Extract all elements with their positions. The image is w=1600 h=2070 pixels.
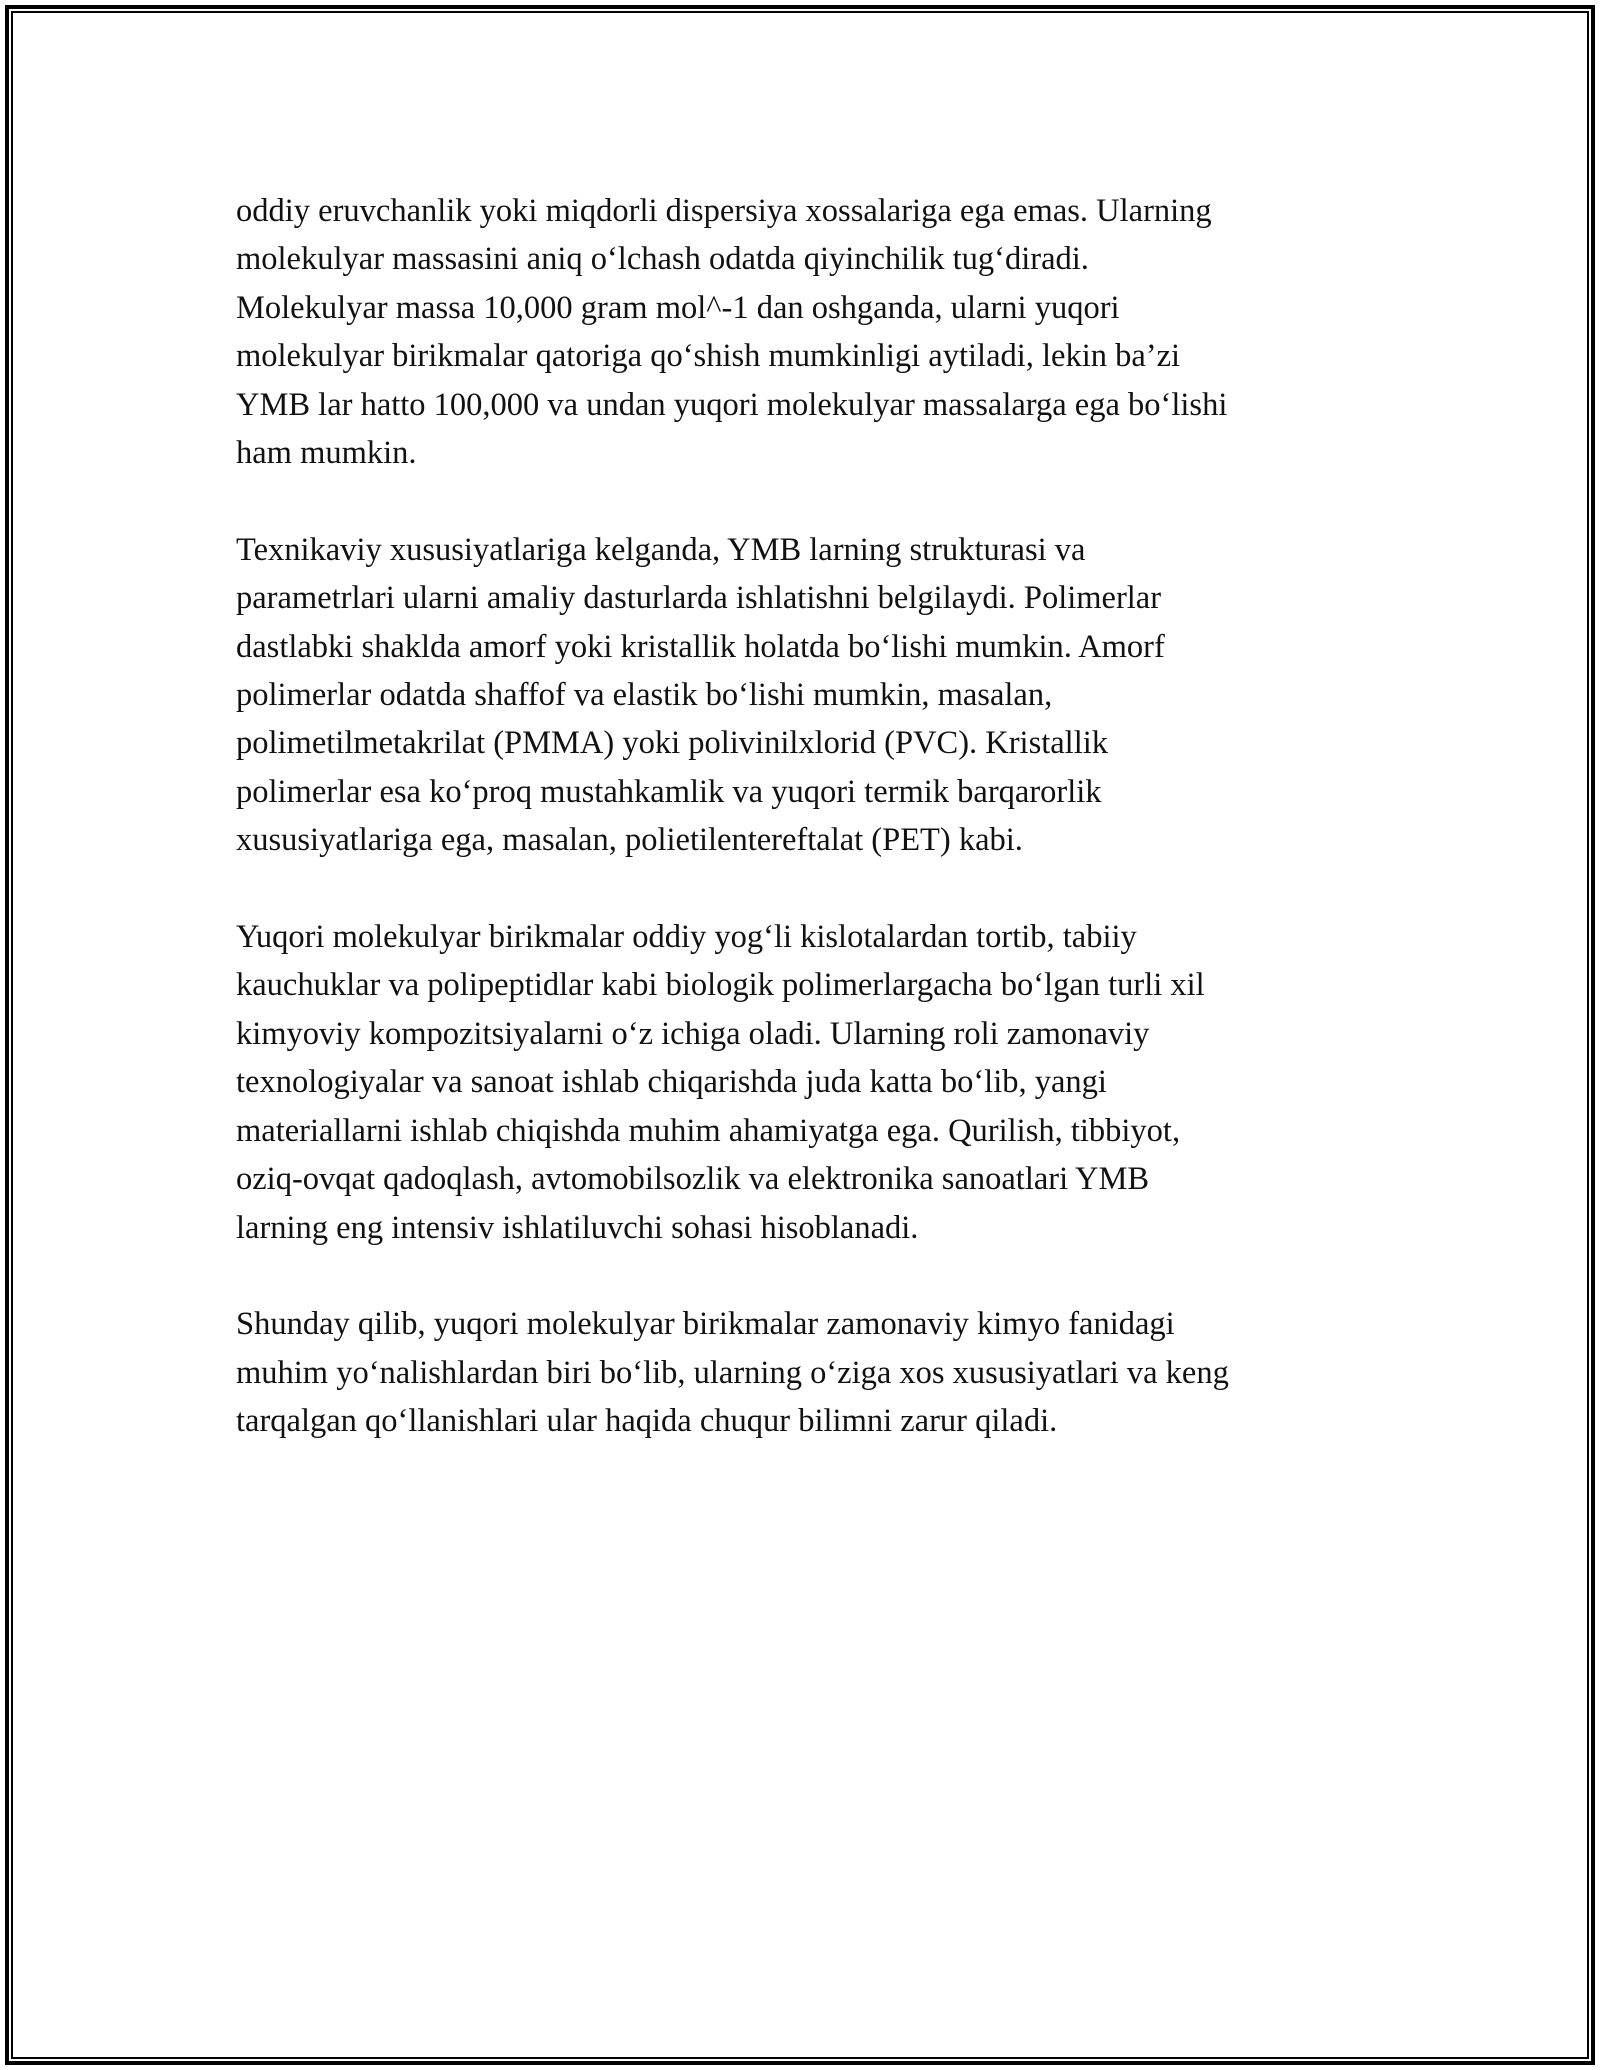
text-line: Texnikaviy xususiyatlariga kelganda, YMB larning strukturasi va xyxy=(236,531,1086,568)
text-line: xususiyatlariga ega, masalan, polietilentereftalat (PET) kabi. xyxy=(236,822,1023,859)
text-line: molekulyar massasini aniq o‘lchash odatda qiyinchilik tug‘diradi. xyxy=(236,241,1089,278)
text-line: oddiy eruvchanlik yoki miqdorli dispersiya xossalariga ega emas. Ularning xyxy=(236,193,1212,229)
text-line: YMB lar hatto 100,000 va undan yuqori molekulyar massalarga ega bo‘lishi xyxy=(236,386,1228,423)
paragraph-2 xyxy=(236,526,1376,865)
text-line: Molekulyar massa 10,000 gram mol^-1 dan oshganda, ularni yuqori xyxy=(236,289,1120,326)
text-line: oziq-ovqat qadoqlash, avtomobilsozlik va elektronika sanoatlari YMB xyxy=(236,1161,1150,1198)
text-line: ham mumkin. xyxy=(236,435,417,472)
text-line: muhim yo‘nalishlardan biri bo‘lib, ularning o‘ziga xos xususiyatlari va keng xyxy=(236,1354,1229,1391)
paragraph-1 xyxy=(236,187,1376,477)
text-line: Shunday qilib, yuqori molekulyar birikmalar zamonaviy kimyo fanidagi xyxy=(236,1306,1175,1343)
text-line: larning eng intensiv ishlatiluvchi sohasi hisoblanadi. xyxy=(236,1209,919,1246)
text-line: polimetilmetakrilat (PMMA) yoki polivinilxlorid (PVC). Kristallik xyxy=(236,725,1109,762)
text-line: molekulyar birikmalar qatoriga qo‘shish mumkinligi aytiladi, lekin ba’zi xyxy=(236,338,1181,375)
text-line: kimyoviy kompozitsiyalarni o‘z ichiga oladi. Ularning roli zamonaviy xyxy=(236,1015,1150,1052)
text-line: Yuqori molekulyar birikmalar oddiy yog‘li kislotalardan tortib, tabiiy xyxy=(236,919,1137,956)
text-line: parametrlari ularni amaliy dasturlarda ishlatishni belgilaydi. Polimerlar xyxy=(236,580,1162,617)
text-line: polimerlar odatda shaffof va elastik bo‘lishi mumkin, masalan, xyxy=(236,677,1053,714)
text-line: tarqalgan qo‘llanishlari ular haqida chuqur bilimni zarur qiladi. xyxy=(236,1403,1058,1440)
text-line: texnologiyalar va sanoat ishlab chiqarishda juda katta bo‘lib, yangi xyxy=(236,1064,1107,1101)
text-line: materiallarni ishlab chiqishda muhim ahamiyatga ega. Qurilish, tibbiyot, xyxy=(236,1112,1181,1149)
paragraph-4 xyxy=(236,1300,1376,1445)
text-line: polimerlar esa ko‘proq mustahkamlik va yuqori termik barqarorlik xyxy=(236,773,1102,810)
text-line: dastlabki shaklda amorf yoki kristallik holatda bo‘lishi mumkin. Amorf xyxy=(236,628,1165,665)
document-body xyxy=(236,187,1376,1494)
text-line: kauchuklar va polipeptidlar kabi biologik polimerlargacha bo‘lgan turli xil xyxy=(236,967,1205,1004)
paragraph-3 xyxy=(236,913,1376,1252)
